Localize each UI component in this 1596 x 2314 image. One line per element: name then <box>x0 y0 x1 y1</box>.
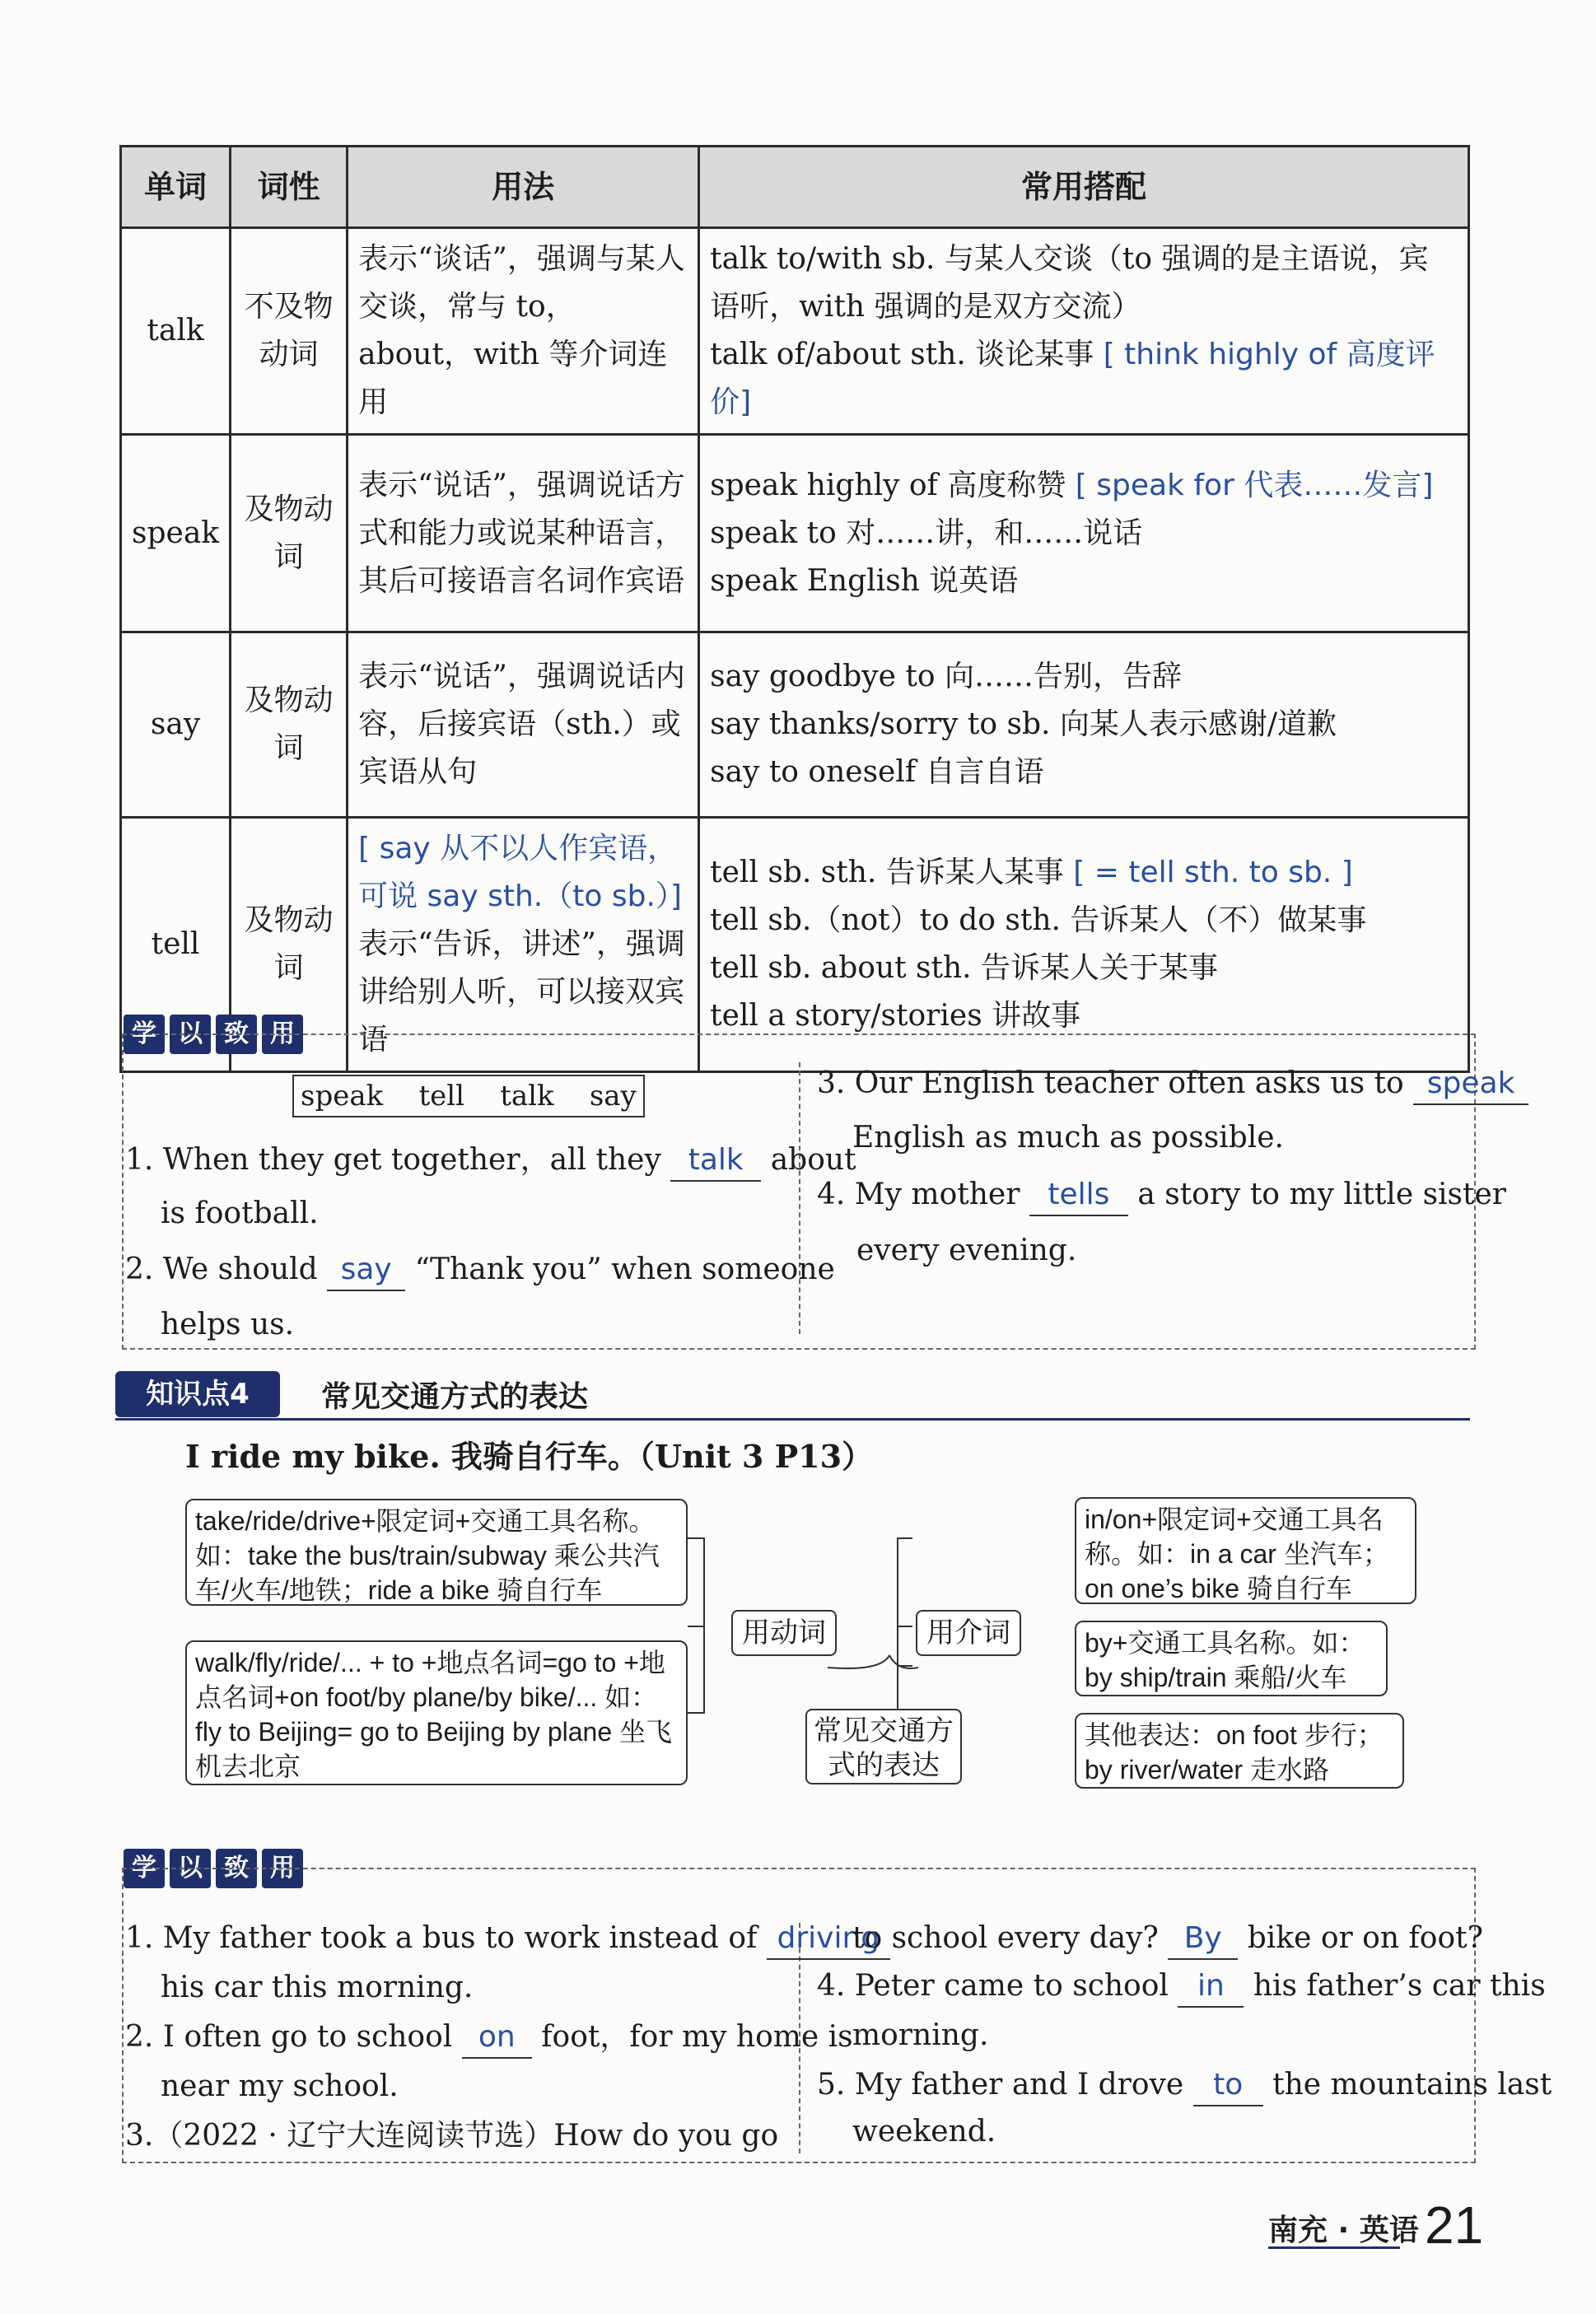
question-continuation: helps us. <box>161 1308 295 1341</box>
usage-cell: 表示“说话”，强调说话内容，后接宾语（sth.）或宾语从句 <box>348 632 699 818</box>
collocation-line: say to oneself 自言自语 <box>710 755 1044 789</box>
pos-cell: 及物动词 <box>231 632 348 818</box>
footer-rule <box>1268 2246 1400 2249</box>
answer-blank[interactable]: say <box>327 1250 405 1291</box>
tag-char: 用 <box>262 1015 303 1054</box>
question-text: to school every day? <box>852 1921 1159 1955</box>
annotation-note: [ think highly of 高度评价] <box>710 338 1435 419</box>
collocation-line: speak highly of 高度称赞 <box>710 468 1066 502</box>
tag-char: 学 <box>124 1849 165 1888</box>
question-text: 2. We should <box>125 1253 318 1286</box>
question-text: the mountains last <box>1272 2068 1552 2102</box>
usage-cell: 表示“谈话”，强调与某人交谈，常与 to，about，with 等介词连用 <box>348 228 699 435</box>
question-continuation: near my school. <box>161 2069 399 2103</box>
collocation-line: talk of/about sth. 谈论某事 <box>710 338 1094 371</box>
question-text: 4. Peter came to school <box>817 1969 1169 2003</box>
question: 3.（2022 · 辽宁大连阅读节选）How do you go <box>125 2119 779 2153</box>
pos-cell: 及物动词 <box>231 818 348 1072</box>
question-continuation: morning. <box>852 2018 989 2052</box>
question-continuation: every evening. <box>856 1234 1077 1267</box>
question-text: 2. I often go to school <box>125 2020 453 2054</box>
word-cell: talk <box>121 228 231 435</box>
mindmap-box-left-2: walk/fly/ride/... + to +地点名词=go to +地点名词+on foot/by plane/by bike/... 如：fly to Beijing= go to Beijing by plane 坐飞机去北京 <box>185 1640 688 1785</box>
word-cell: speak <box>121 435 231 632</box>
mindmap-box-left-1: take/ride/drive+限定词+交通工具名称。如：take the bus/train/subway 乘公共汽车/火车/地铁；ride a bike 骑自行车 <box>185 1499 688 1606</box>
question-text: 1. My father took a bus to work instead of <box>125 1921 758 1955</box>
question-text: 4. My mother <box>817 1178 1020 1211</box>
answer-blank[interactable]: in <box>1178 1966 1244 2008</box>
collocation-line: speak to 对……讲，和……说话 <box>710 516 1143 550</box>
question-text: 1. When they get together，all they <box>125 1143 661 1177</box>
connector-left <box>688 1538 704 1713</box>
page-number: 21 <box>1425 2195 1484 2255</box>
usage-text: 表示“告诉，讲述”，强调讲给别人听，可以接双宾语 <box>358 927 685 1057</box>
tag-char: 致 <box>216 1849 257 1888</box>
question-text: “Thank you” when someone <box>414 1253 835 1286</box>
collocation-line: say thanks/sorry to sb. 向某人表示感谢/道歉 <box>710 707 1337 741</box>
header-collocation: 常用搭配 <box>699 147 1469 228</box>
collocation-line: tell sb. sth. 告诉某人某事 <box>710 856 1064 889</box>
word-cell: say <box>121 632 231 818</box>
annotation-note: [ speak for 代表……发言] <box>1075 468 1434 502</box>
footer-city: 南充 · 英语 <box>1268 2214 1419 2247</box>
answer-blank[interactable]: on <box>462 2018 532 2059</box>
question <box>817 2065 1552 2106</box>
question-continuation: weekend. <box>852 2115 996 2148</box>
tag-char: 学 <box>124 1015 165 1054</box>
question <box>125 2018 853 2059</box>
usage-cell: 表示“说话”，强调说话方式和能力或说某种语言，其后可接语言名词作宾语 <box>348 435 699 632</box>
hub-preposition: 用介词 <box>916 1610 1021 1656</box>
question-continuation: his car this morning. <box>161 1971 474 2004</box>
question-text: his father’s car this <box>1253 1969 1546 2003</box>
answer-blank[interactable]: to <box>1193 2065 1263 2106</box>
example-sentence: I ride my bike. 我骑自行车。（Unit 3 P13） <box>185 1438 874 1475</box>
question-text: bike or on foot? <box>1247 1921 1483 1955</box>
annotation-note: [ say 从不以人作宾语，可说 say sth.（to sb.）] <box>358 832 682 913</box>
mindmap-box-right-2: by+交通工具名称。如：by ship/train 乘船/火车 <box>1075 1621 1388 1696</box>
question <box>125 1919 890 1960</box>
answer-blank[interactable]: tells <box>1029 1175 1128 1216</box>
tag-char: 致 <box>216 1015 257 1054</box>
question-continuation <box>852 1919 1483 1960</box>
mindmap-box-right-1: in/on+限定词+交通工具名称。如：in a car 坐汽车；on one’s bike 骑自行车 <box>1075 1497 1416 1604</box>
word-bank: speak tell talk say <box>292 1075 645 1117</box>
header-usage: 用法 <box>348 147 699 228</box>
question-text: 5. My father and I drove <box>817 2068 1184 2102</box>
pos-cell: 不及物动词 <box>231 228 348 435</box>
knowledge-point-label: 知识点4 <box>115 1371 280 1417</box>
pos-cell: 及物动词 <box>231 435 348 632</box>
tag-char: 用 <box>262 1849 303 1888</box>
question-text: about <box>770 1143 856 1177</box>
answer-blank[interactable]: By <box>1168 1919 1238 1960</box>
collocation-line: talk to/with sb. 与某人交谈（to 强调的是主语说，宾语听，with 强调的是双方交流） <box>710 242 1429 324</box>
question-text: a story to my little sister <box>1137 1178 1507 1211</box>
header-word: 单词 <box>121 147 231 228</box>
question <box>817 1966 1546 2008</box>
answer-blank[interactable]: driving <box>767 1919 890 1960</box>
collocation-line: tell sb.（not）to do sth. 告诉某人（不）做某事 <box>710 903 1367 937</box>
question-text: 3. Our English teacher often asks us to <box>817 1066 1404 1100</box>
tag-char: 以 <box>170 1015 211 1054</box>
collocation-line: tell sb. about sth. 告诉某人关于某事 <box>710 951 1219 985</box>
mindmap-center: 常见交通方式的表达 <box>805 1709 962 1784</box>
question-continuation: is football. <box>161 1197 319 1230</box>
word-cell: tell <box>121 818 231 1072</box>
knowledge-point-title: 常见交通方式的表达 <box>321 1380 589 1414</box>
header-pos: 词性 <box>231 147 348 228</box>
hub-verb: 用动词 <box>731 1610 837 1656</box>
tag-char: 以 <box>170 1849 211 1888</box>
answer-blank[interactable]: talk <box>670 1141 761 1182</box>
collocation-line: tell a story/stories 讲故事 <box>710 999 1081 1033</box>
collocation-line: speak English 说英语 <box>710 563 1019 598</box>
question-continuation: English as much as possible. <box>852 1121 1285 1155</box>
answer-blank[interactable]: speak <box>1413 1064 1528 1105</box>
question-text: foot，for my home is <box>541 2020 853 2054</box>
collocation-line: say goodbye to 向……告别，告辞 <box>710 660 1182 693</box>
annotation-note: [ = tell sth. to sb. ] <box>1073 856 1353 889</box>
mindmap-box-right-3: 其他表达：on foot 步行；by river/water 走水路 <box>1075 1713 1404 1789</box>
